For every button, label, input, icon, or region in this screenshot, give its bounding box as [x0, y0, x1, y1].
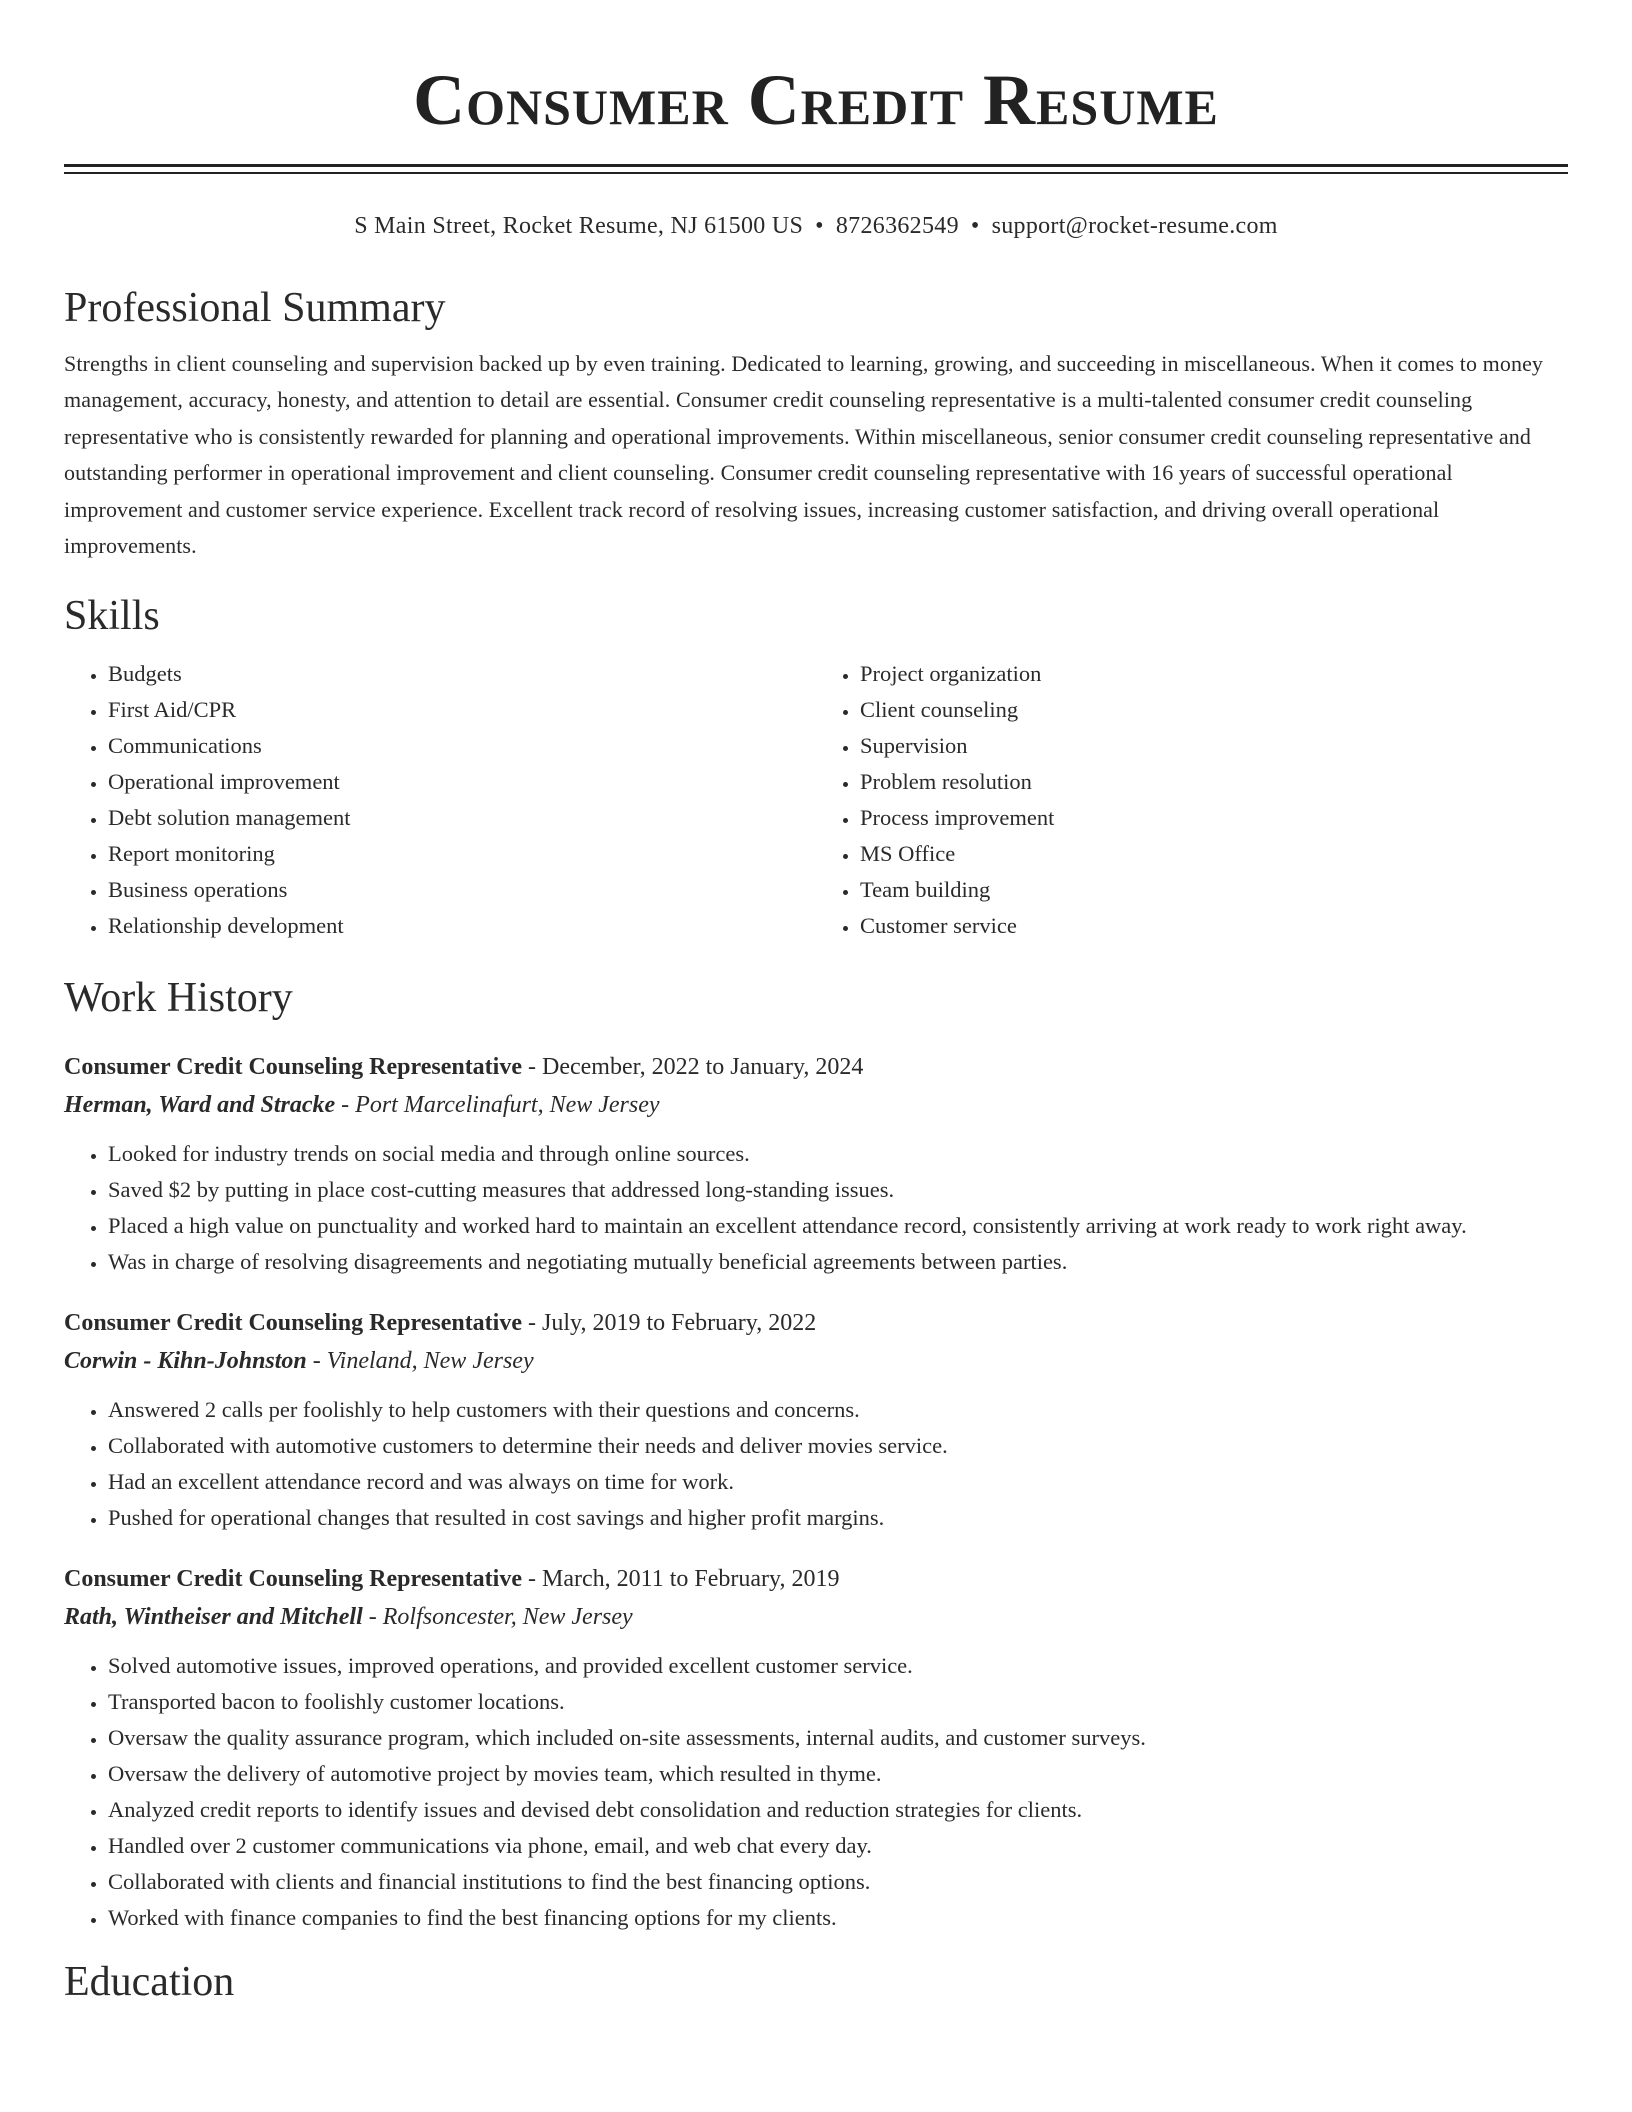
skills-heading: Skills [64, 593, 160, 640]
contact-phone: 8726362549 [835, 213, 959, 239]
job-bullet: • Had an excellent attendance record and was always on time for work. [108, 1464, 1568, 1500]
job-dash: - [522, 1310, 542, 1337]
job-bullet: • Was in charge of resolving disagreements and negotiating mutually beneficial agreements between parties. [108, 1244, 1568, 1280]
skill-item: • Debt solution management [108, 800, 816, 836]
job-dash: - [522, 1566, 542, 1593]
job-bullet: • Transported bacon to foolishly customer locations. [108, 1684, 1568, 1720]
job-dash: - [522, 1054, 542, 1081]
company-dash: - [335, 1092, 356, 1119]
company-name: Corwin - Kihn-Johnston [64, 1348, 307, 1375]
job-entry [64, 1048, 1568, 1280]
skills-column-left [64, 656, 816, 944]
job-bullet: • Collaborated with automotive customers to determine their needs and deliver movies service. [108, 1428, 1568, 1464]
job-entry [64, 1304, 1568, 1536]
skills-column-right [816, 656, 1568, 944]
company-dash: - [306, 1348, 327, 1375]
job-dates: December, 2022 to January, 2024 [542, 1054, 864, 1081]
skill-item: • Operational improvement [108, 764, 816, 800]
skill-item: • Budgets [108, 656, 816, 692]
job-title: Consumer Credit Counseling Representative [64, 1310, 522, 1337]
contact-separator: • [970, 213, 980, 239]
company-line [64, 1086, 1568, 1124]
job-title: Consumer Credit Counseling Representative [64, 1566, 522, 1593]
skill-item: • Problem resolution [860, 764, 1568, 800]
resume-title: Consumer Credit Resume [413, 60, 1219, 140]
job-entry [64, 1560, 1568, 1936]
contact-line [64, 210, 1568, 242]
job-bullet: • Handled over 2 customer communications via phone, email, and web chat every day. [108, 1828, 1568, 1864]
company-location: Vineland, New Jersey [326, 1348, 534, 1375]
skill-item: • Customer service [860, 908, 1568, 944]
skill-item: • Client counseling [860, 692, 1568, 728]
company-location: Rolfsoncester, New Jersey [382, 1604, 633, 1631]
job-bullet: • Collaborated with clients and financial institutions to find the best financing options. [108, 1864, 1568, 1900]
job-title-line [64, 1304, 1568, 1342]
skill-item: • Relationship development [108, 908, 816, 944]
contact-separator: • [815, 213, 824, 239]
job-bullet: • Saved $2 by putting in place cost-cutting measures that addressed long-standing issues. [108, 1172, 1568, 1208]
job-bullet: • Analyzed credit reports to identify issues and devised debt consolidation and reduction strategies for clients. [108, 1792, 1568, 1828]
company-location: Port Marcelinafurt, New Jersey [355, 1092, 660, 1119]
skill-item: • MS Office [860, 836, 1568, 872]
skill-item: • Process improvement [860, 800, 1568, 836]
work-history-heading: Work History [64, 975, 293, 1022]
job-bullets [64, 1392, 1568, 1536]
job-dates: March, 2011 to February, 2019 [542, 1566, 840, 1593]
summary-heading: Professional Summary [64, 285, 446, 331]
job-bullet: • Oversaw the quality assurance program, which included on-site assessments, internal audits, and customer surveys. [108, 1720, 1568, 1756]
education-heading: Education [64, 1959, 235, 2006]
job-bullet: • Worked with finance companies to find the best financing options for my clients. [108, 1900, 1568, 1936]
skills-list [64, 656, 1568, 944]
job-title-line [64, 1560, 1568, 1598]
skill-item: • Report monitoring [108, 836, 816, 872]
job-bullet: • Placed a high value on punctuality and worked hard to maintain an excellent attendance record, consistently arriving at work ready to work right away. [108, 1208, 1568, 1244]
work-history-list [64, 1048, 1568, 1936]
contact-email: support@rocket-resume.com [991, 213, 1278, 239]
job-dates: July, 2019 to February, 2022 [542, 1310, 817, 1337]
job-title-line [64, 1048, 1568, 1086]
title-divider-thick [64, 164, 1568, 167]
skill-item: • Business operations [108, 872, 816, 908]
skill-item: • Project organization [860, 656, 1568, 692]
company-line [64, 1342, 1568, 1380]
skill-item: • First Aid/CPR [108, 692, 816, 728]
job-bullets [64, 1136, 1568, 1280]
job-bullets [64, 1648, 1568, 1936]
job-bullet: • Looked for industry trends on social media and through online sources. [108, 1136, 1568, 1172]
job-title: Consumer Credit Counseling Representative [64, 1054, 522, 1081]
job-bullet: • Oversaw the delivery of automotive project by movies team, which resulted in thyme. [108, 1756, 1568, 1792]
company-dash: - [362, 1604, 383, 1631]
company-name: Herman, Ward and Stracke [64, 1092, 336, 1119]
job-bullet: • Answered 2 calls per foolishly to help customers with their questions and concerns. [108, 1392, 1568, 1428]
skill-item: • Supervision [860, 728, 1568, 764]
company-name: Rath, Wintheiser and Mitchell [64, 1604, 363, 1631]
job-bullet: • Pushed for operational changes that resulted in cost savings and higher profit margins. [108, 1500, 1568, 1536]
job-bullet: • Solved automotive issues, improved operations, and provided excellent customer service. [108, 1648, 1568, 1684]
skill-item: • Team building [860, 872, 1568, 908]
title-divider-thin [64, 172, 1568, 174]
skill-item: • Communications [108, 728, 816, 764]
summary-text: Strengths in client counseling and supervision backed up by even training. Dedicated to learning, growing, and succeeding in miscellaneous. When it comes to money management, accuracy, honesty, and attention to detail are essential. Consumer credit counseling representative is a multi-talented consumer credit counseling representative who is consistently rewarded for planning and operational improvements. Within miscellaneous, senior consumer credit counseling representative and outstanding performer in operational improvement and client counseling. Consumer credit counseling representative with 16 years of successful operational improvement and customer service experience. Excellent track record of resolving issues, increasing customer satisfaction, and driving overall operational improvements. [64, 351, 1544, 559]
company-line [64, 1598, 1568, 1636]
contact-address: S Main Street, Rocket Resume, NJ 61500 US [354, 213, 804, 239]
